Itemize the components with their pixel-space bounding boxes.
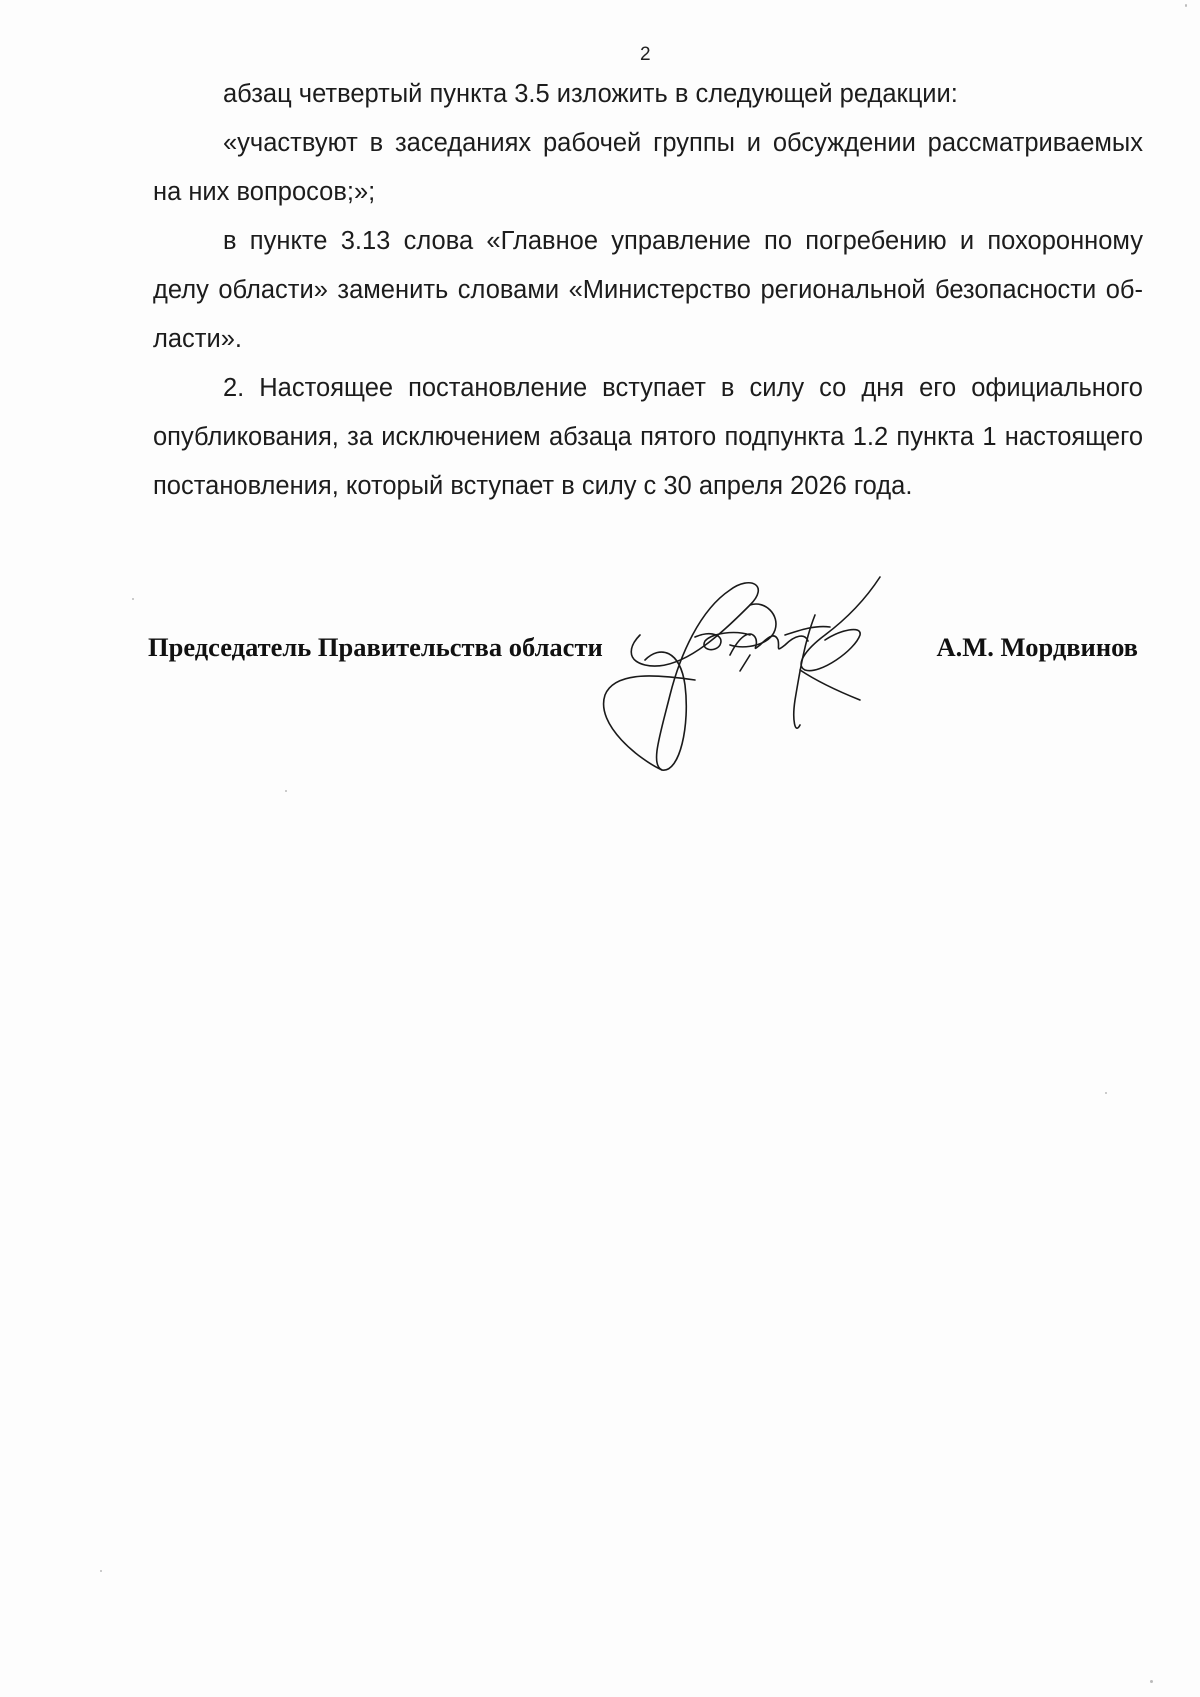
signer-name: А.М. Мордвинов <box>936 632 1138 662</box>
paragraph-3: в пункте 3.13 слова «Главное управление по погребению и похоронному делу области» заменить словами «Министерство региональной безопасности области». <box>153 227 1143 353</box>
handwritten-signature-icon <box>600 575 940 775</box>
scan-artifact <box>132 598 134 600</box>
scan-artifact <box>1105 1092 1107 1094</box>
paragraph-1: абзац четвертый пункта 3.5 изложить в следующей редакции: <box>223 80 958 108</box>
scan-artifact <box>100 1570 102 1572</box>
scan-artifact <box>285 790 287 792</box>
scan-artifact <box>1150 1680 1153 1683</box>
page-number: 2 <box>640 44 651 65</box>
scan-artifact <box>1185 4 1187 7</box>
paragraph-2: «участвуют в заседаниях рабочей группы и обсуждении рассматриваемых на них вопросов;»; <box>153 129 1143 206</box>
paragraph-4: 2. Настоящее постановление вступает в силу со дня его официального опубликования, за исключением абзаца пятого подпункта 1.2 пункта 1 настоящего постановления, который вступает в силу с 30 апреля 2026 года. <box>153 374 1143 500</box>
signer-position: Председатель Правительства области <box>148 632 603 662</box>
document-body <box>153 70 1143 511</box>
